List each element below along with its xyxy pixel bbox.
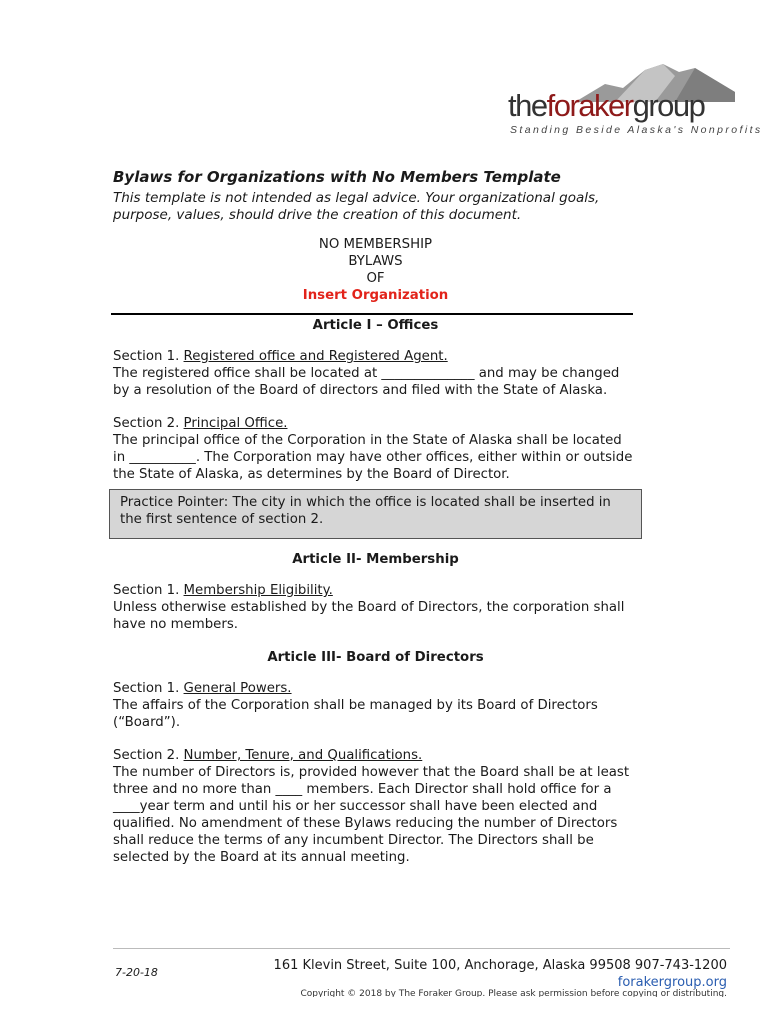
footer-address: 161 Klevin Street, Suite 100, Anchorage, Alaska 99508 907-743-1200	[273, 958, 727, 973]
article-3-heading: Article III- Board of Directors	[267, 650, 484, 665]
organization-placeholder: Insert Organization	[302, 288, 449, 303]
practice-pointer-box	[109, 489, 642, 539]
header-line: OF	[366, 271, 385, 286]
footer-website-link[interactable]: forakergroup.org	[617, 975, 727, 990]
header-line: NO MEMBERSHIP	[318, 237, 433, 252]
disclaimer: This template is not intended as legal advice. Your organizational goals, purpose, values, should drive the creation of this document.	[113, 190, 600, 223]
article-2-section-1: Section 1. Membership Eligibility. Unless otherwise established by the Board of Directors, the corporation shall have no members.	[113, 582, 638, 633]
article-3-section-1: Section 1. General Powers. The affairs of the Corporation shall be managed by its Board of Directors (“Board”).	[113, 680, 638, 731]
article-3-section-2: Section 2. Number, Tenure, and Qualifications. The number of Directors is, provided however that the Board shall be at least three and no more than ____ members. Each Director shall hold office for a ____year term and until his or her successor shall have been elected and qualified. No amendment of these Bylaws reducing the number of Directors shall reduce the terms of any incumbent Director. The Directors shall be selected by the Board at its annual meeting.	[113, 747, 638, 866]
divider	[111, 313, 633, 315]
footer-divider	[113, 948, 730, 949]
header-line: BYLAWS	[348, 254, 403, 269]
section-title: General Powers.	[183, 681, 292, 696]
logo-tagline: Standing Beside Alaska's Nonprofits	[510, 124, 763, 136]
section-body: Unless otherwise established by the Board of Directors, the corporation shall have no members.	[113, 600, 625, 632]
section-body: The affairs of the Corporation shall be managed by its Board of Directors (“Board”).	[113, 698, 598, 730]
section-title: Principal Office.	[183, 416, 288, 431]
article-1-heading: Article I – Offices	[312, 318, 439, 333]
document-title: Bylaws for Organizations with No Members Template	[113, 168, 561, 186]
practice-pointer-text: Practice Pointer: The city in which the office is located shall be inserted in the first sentence of section 2.	[120, 495, 611, 527]
article-1-section-2: Section 2. Principal Office. The principal office of the Corporation in the State of Alaska shall be located in __________. The Corporation may have other offices, either within or outside the State of Alaska, as determines by the Board of Director.	[113, 415, 638, 483]
section-title: Registered office and Registered Agent.	[183, 349, 448, 364]
bylaws-header	[113, 236, 638, 304]
article-1-section-1: Section 1. Registered office and Registered Agent. The registered office shall be located at ______________ and may be changed by a resolution of the Board of directors and filed with the State of Alaska.	[113, 348, 638, 399]
footer-copyright: Copyright © 2018 by The Foraker Group. Please ask permission before copying or distributing.	[300, 989, 727, 997]
section-title: Number, Tenure, and Qualifications.	[183, 748, 423, 763]
logo-wordmark: theforakergroup	[508, 88, 705, 123]
footer-date: 7-20-18	[115, 966, 158, 979]
section-body: The principal office of the Corporation in the State of Alaska shall be located in __________. The Corporation may have other offices, either within or outside the State of Alaska, as determines by the Board of Director.	[113, 433, 633, 482]
section-body: The number of Directors is, provided however that the Board shall be at least three and no more than ____ members. Each Director shall hold office for a ____year term and until his or her successor shall have been elected and qualified. No amendment of these Bylaws reducing the number of Directors shall reduce the terms of any incumbent Director. The Directors shall be selected by the Board at its annual meeting.	[113, 765, 630, 865]
section-title: Membership Eligibility.	[183, 583, 333, 598]
foraker-logo	[505, 62, 763, 142]
article-2-heading: Article II- Membership	[292, 552, 459, 567]
document-body	[113, 167, 638, 882]
section-body: The registered office shall be located at ______________ and may be changed by a resolution of the Board of directors and filed with the State of Alaska.	[113, 366, 620, 398]
